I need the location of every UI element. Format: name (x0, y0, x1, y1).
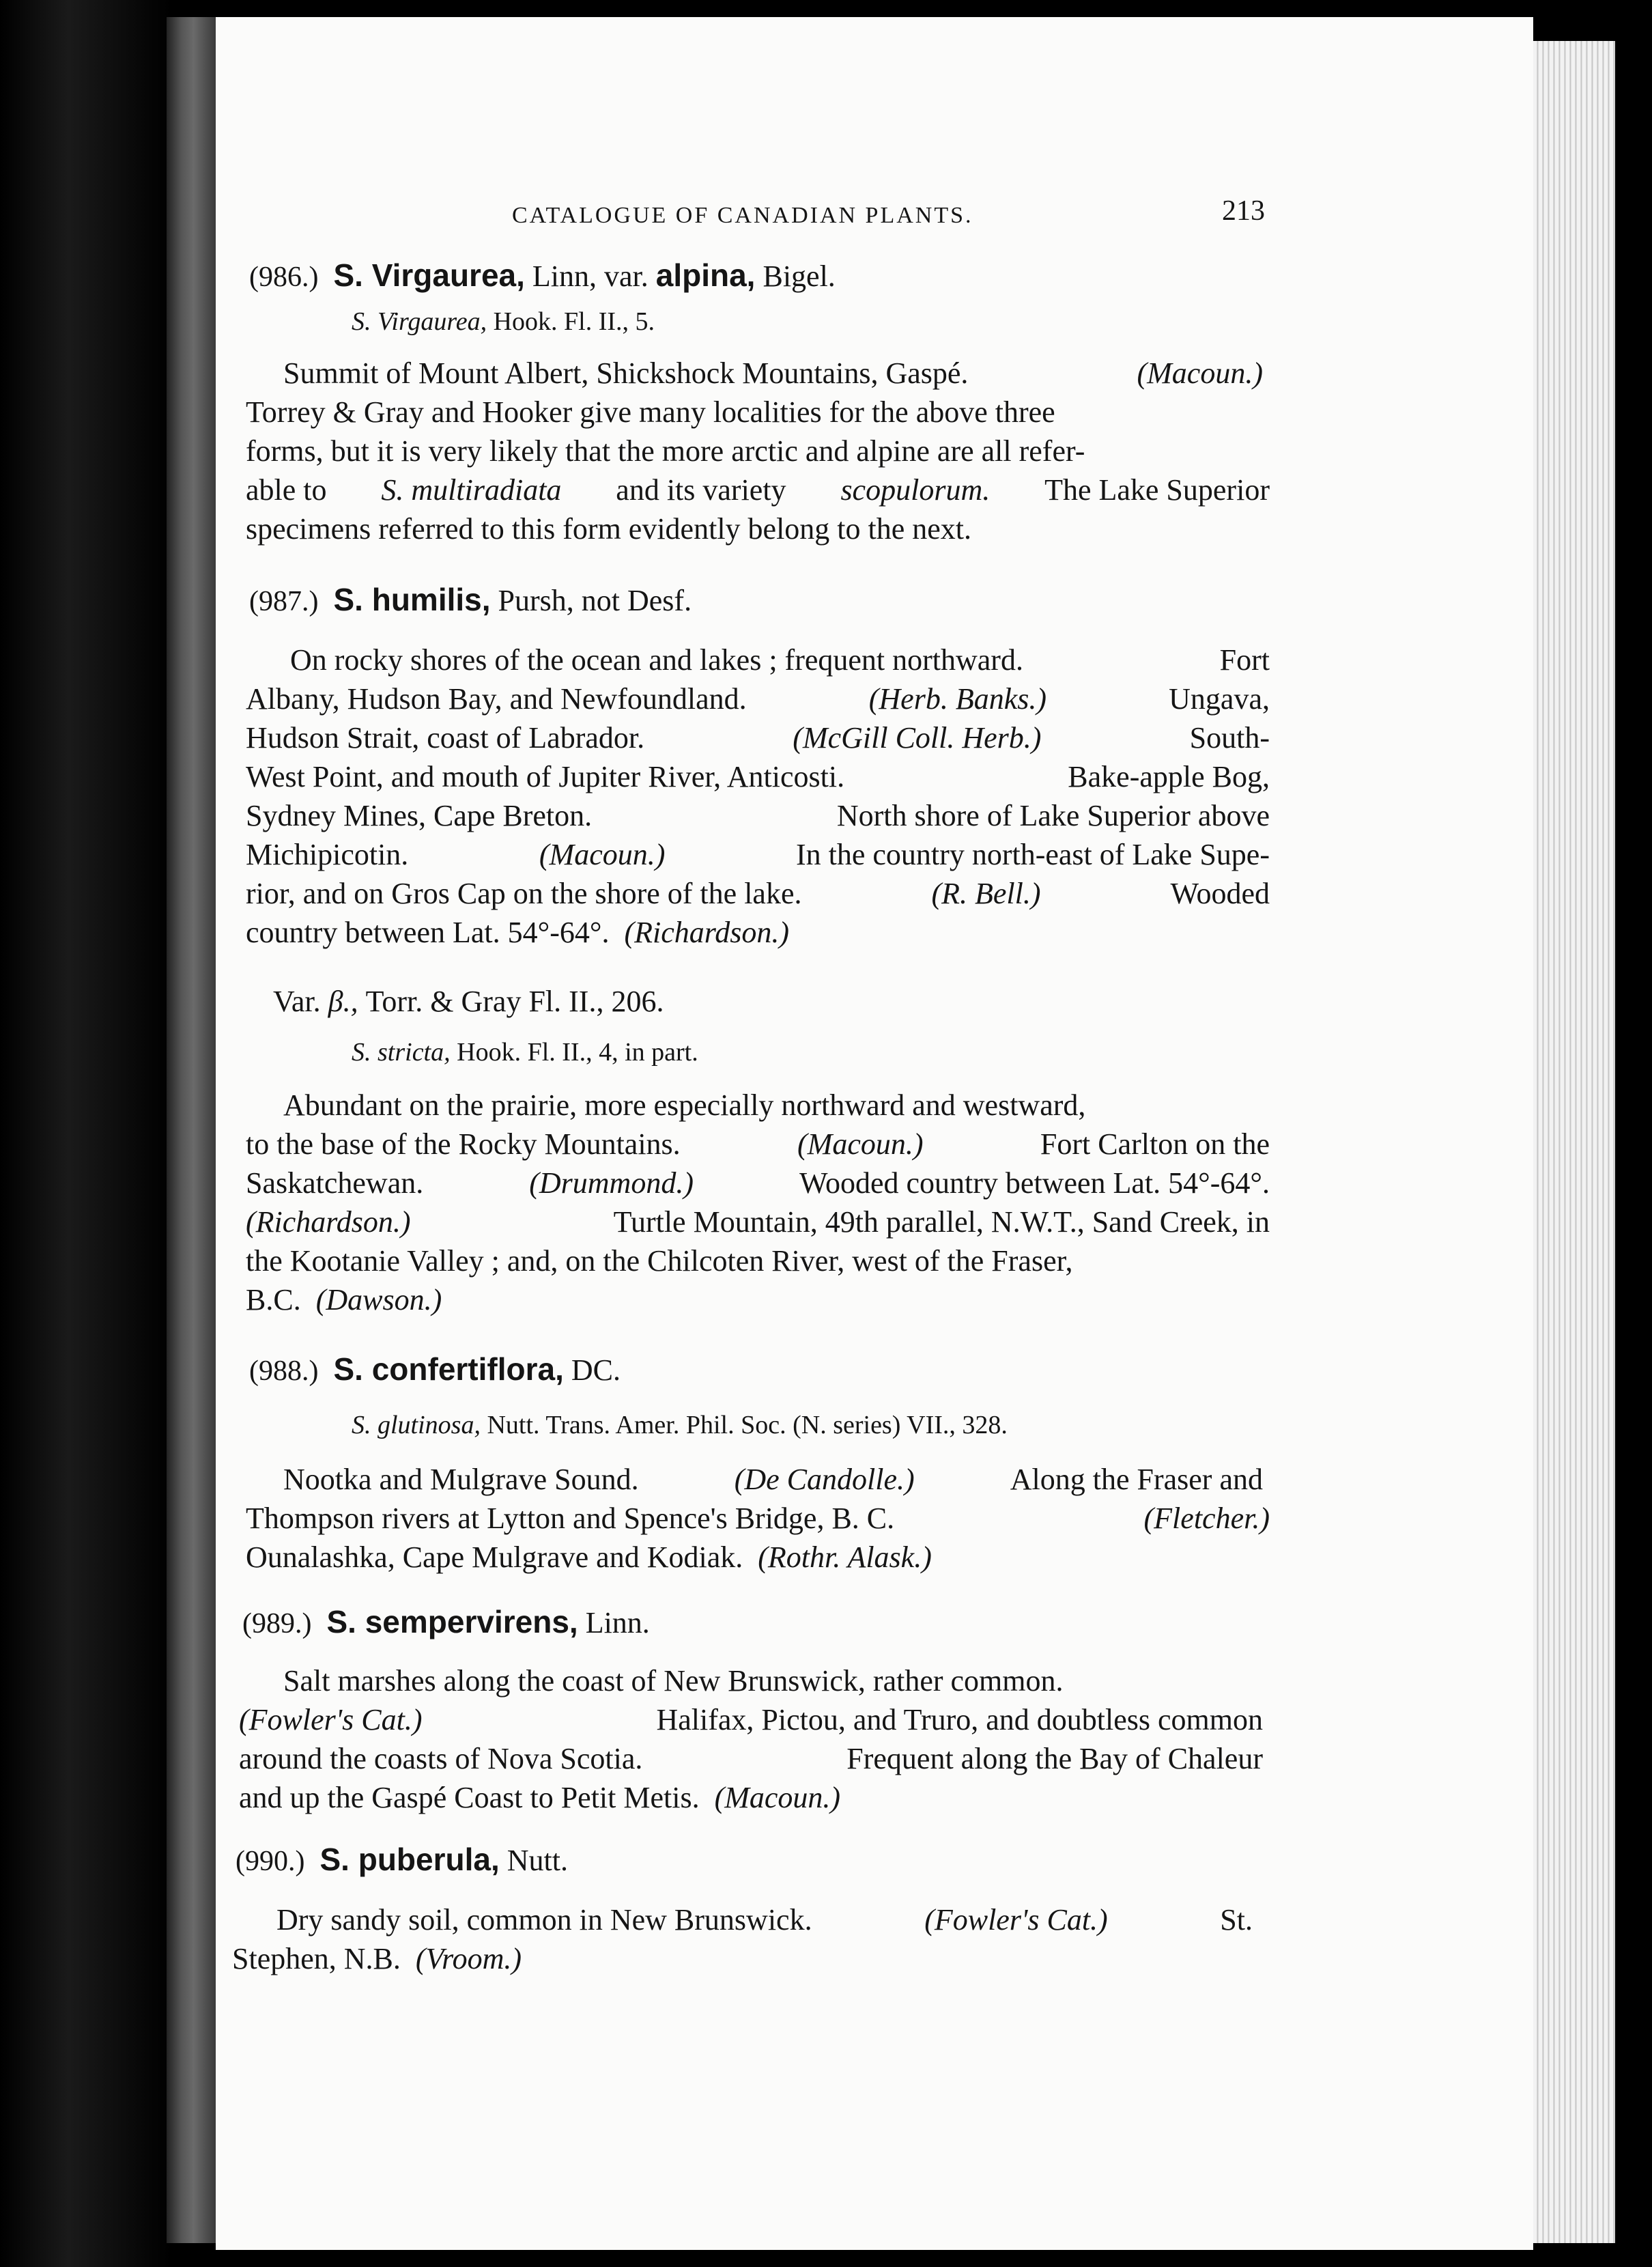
text-line (246, 436, 1270, 466)
text-span: West Point, and mouth of Jupiter River, Anticosti. (246, 760, 845, 793)
species-reference: S. multiradiata (381, 473, 562, 507)
synonym-ref: Nutt. Trans. Amer. Phil. Soc. (N. series) VII., 328. (487, 1411, 1008, 1439)
text-span: Ounalashka, Cape Mulgrave and Kodiak. (246, 1540, 743, 1574)
text-span: St. (1220, 1903, 1253, 1937)
species-author: Linn, var. (532, 259, 649, 293)
species-name: S. Virgaurea, (333, 257, 525, 293)
text-line (246, 1129, 1270, 1159)
text-span: specimens referred to this form evidently belong to the next. (246, 512, 972, 546)
text-line (246, 762, 1270, 792)
species-author: Nutt. (507, 1844, 568, 1877)
variety-reference: scopulorum. (840, 473, 991, 507)
text-span: Bake-apple Bog, (1068, 760, 1270, 793)
text-line (246, 397, 1270, 427)
text-span: Saskatchewan. (246, 1166, 424, 1200)
citation: (Macoun.) (539, 838, 666, 871)
text-line (246, 475, 1270, 505)
text-span: Michipicotin. (246, 838, 409, 871)
synonym-986 (352, 309, 655, 335)
citation: (Fowler's Cat.) (239, 1703, 423, 1736)
citation: (Richardson.) (246, 1205, 411, 1239)
entry-heading-987 (249, 584, 692, 616)
entry-heading-990 (236, 1844, 568, 1876)
text-span: South- (1189, 721, 1270, 755)
citation: (Rothr. Alask.) (758, 1540, 932, 1574)
text-span: Albany, Hudson Bay, and Newfoundland. (246, 682, 747, 716)
species-name: S. puberula, (319, 1842, 500, 1877)
synonym-name: S. Virgaurea, (352, 307, 487, 336)
page-number: 213 (1222, 195, 1265, 227)
text-line (232, 1944, 522, 1974)
text-span: Wooded (1170, 877, 1270, 910)
text-line (246, 1540, 932, 1574)
text-line (246, 723, 1270, 753)
text-span: Ungava, (1169, 682, 1270, 716)
text-span: Abundant on the prairie, more especially northward and westward, (283, 1088, 1086, 1122)
text-span: B.C. (246, 1283, 301, 1316)
species-name: S. humilis, (333, 582, 491, 617)
entry-heading-986 (249, 259, 836, 292)
text-span: Sydney Mines, Cape Breton. (246, 799, 593, 832)
synonym-name: S. stricta, (352, 1038, 451, 1067)
text-line (246, 1246, 1270, 1276)
text-line (246, 1285, 442, 1315)
text-span: Fort (1219, 643, 1270, 677)
text-span: country between Lat. 54°-64°. (246, 916, 610, 949)
text-span: Summit of Mount Albert, Shickshock Mountains, Gaspé. (283, 356, 969, 390)
text-line (276, 1905, 1253, 1935)
citation: (Drummond.) (529, 1166, 694, 1200)
species-name: S. sempervirens, (326, 1604, 578, 1639)
text-span: Salt marshes along the coast of New Brunswick, rather common. (283, 1664, 1064, 1698)
citation: (Macoun.) (797, 1127, 924, 1161)
running-title: CATALOGUE OF CANADIAN PLANTS. (512, 203, 973, 228)
species-author: DC. (571, 1353, 621, 1387)
text-span: rior, and on Gros Cap on the shore of the lake. (246, 877, 802, 910)
text-line (290, 645, 1270, 675)
text-line (246, 1207, 1270, 1237)
text-span: Nootka and Mulgrave Sound. (283, 1463, 639, 1496)
variety-author: Bigel. (763, 259, 836, 293)
text-line (246, 1168, 1270, 1198)
text-span: to the base of the Rocky Mountains. (246, 1127, 681, 1161)
citation: (Macoun.) (714, 1781, 841, 1814)
variety-label: Var. (273, 985, 321, 1018)
text-line (246, 879, 1270, 909)
text-line (283, 1666, 1263, 1696)
species-author: Pursh, not Desf. (498, 584, 692, 617)
text-span: The Lake Superior (1044, 473, 1270, 507)
running-header (512, 198, 973, 228)
citation: (Macoun.) (1137, 356, 1263, 390)
scan-dark-margin (0, 0, 171, 2267)
citation: (Fowler's Cat.) (924, 1903, 1108, 1937)
variety-heading (273, 987, 664, 1017)
text-line (239, 1744, 1263, 1774)
entry-number: (988.) (249, 1355, 319, 1387)
variety-reference: Torr. & Gray Fl. II., 206. (365, 985, 664, 1018)
synonym-ref: Hook. Fl. II., 4, in part. (457, 1038, 698, 1067)
entry-heading-989 (242, 1606, 650, 1638)
text-span: forms, but it is very likely that the more arctic and alpine are all refer- (246, 434, 1085, 468)
text-span: In the country north-east of Lake Supe- (796, 838, 1270, 871)
text-span: Frequent along the Bay of Chaleur (846, 1742, 1263, 1775)
citation: (Richardson.) (624, 916, 790, 949)
text-span: around the coasts of Nova Scotia. (239, 1742, 643, 1775)
page-edge-stack (1533, 41, 1615, 2243)
citation: (Dawson.) (315, 1283, 442, 1316)
text-line (246, 801, 1270, 831)
book-spine-shadow (167, 17, 216, 2243)
text-span: Along the Fraser and (1010, 1463, 1263, 1496)
text-line (246, 840, 1270, 870)
text-span: Fort Carlton on the (1040, 1127, 1270, 1161)
synonym-988 (352, 1412, 1008, 1438)
entry-number: (989.) (242, 1608, 312, 1639)
text-line (283, 358, 1263, 389)
text-span: Torrey & Gray and Hooker give many localities for the above three (246, 395, 1055, 429)
text-line (239, 1783, 840, 1813)
species-author: Linn. (585, 1606, 650, 1639)
variety-symbol: β., (328, 985, 358, 1018)
citation: (Herb. Banks.) (868, 682, 1047, 716)
text-span: Halifax, Pictou, and Truro, and doubtless common (656, 1703, 1263, 1736)
citation: (De Candolle.) (734, 1463, 915, 1496)
citation: (Vroom.) (415, 1942, 522, 1975)
text-span: and up the Gaspé Coast to Petit Metis. (239, 1781, 700, 1814)
synonym-ref: Hook. Fl. II., 5. (493, 307, 655, 336)
text-span: and its variety (616, 473, 786, 507)
text-span: able to (246, 473, 327, 507)
text-span: the Kootanie Valley ; and, on the Chilcoten River, west of the Fraser, (246, 1244, 1073, 1278)
text-span: Wooded country between Lat. 54°-64°. (799, 1166, 1270, 1200)
variety-synonym (352, 1039, 698, 1065)
text-span: Turtle Mountain, 49th parallel, N.W.T., Sand Creek, in (613, 1205, 1270, 1239)
entry-heading-988 (249, 1353, 621, 1385)
text-line (239, 1705, 1263, 1735)
synonym-name: S. glutinosa, (352, 1411, 481, 1439)
text-span: Stephen, N.B. (232, 1942, 401, 1975)
text-line (246, 1504, 1270, 1534)
text-span: On rocky shores of the ocean and lakes ; frequent northward. (290, 643, 1023, 677)
text-line (283, 1465, 1263, 1495)
text-line (246, 918, 789, 948)
citation: (R. Bell.) (931, 877, 1041, 910)
species-name: S. confertiflora, (333, 1351, 564, 1387)
variety-name: alpina, (655, 257, 756, 293)
citation: (Fletcher.) (1143, 1502, 1270, 1535)
entry-number: (987.) (249, 586, 319, 617)
text-line (283, 1090, 1263, 1121)
entry-number: (986.) (249, 262, 319, 293)
text-span: Thompson rivers at Lytton and Spence's Bridge, B. C. (246, 1502, 895, 1535)
text-span: Hudson Strait, coast of Labrador. (246, 721, 645, 755)
entry-number: (990.) (236, 1846, 305, 1877)
page-text (229, 0, 1273, 2267)
citation: (McGill Coll. Herb.) (793, 721, 1042, 755)
text-line (246, 514, 971, 544)
text-line (246, 684, 1270, 714)
text-span: Dry sandy soil, common in New Brunswick. (276, 1903, 812, 1937)
text-span: North shore of Lake Superior above (836, 799, 1270, 832)
